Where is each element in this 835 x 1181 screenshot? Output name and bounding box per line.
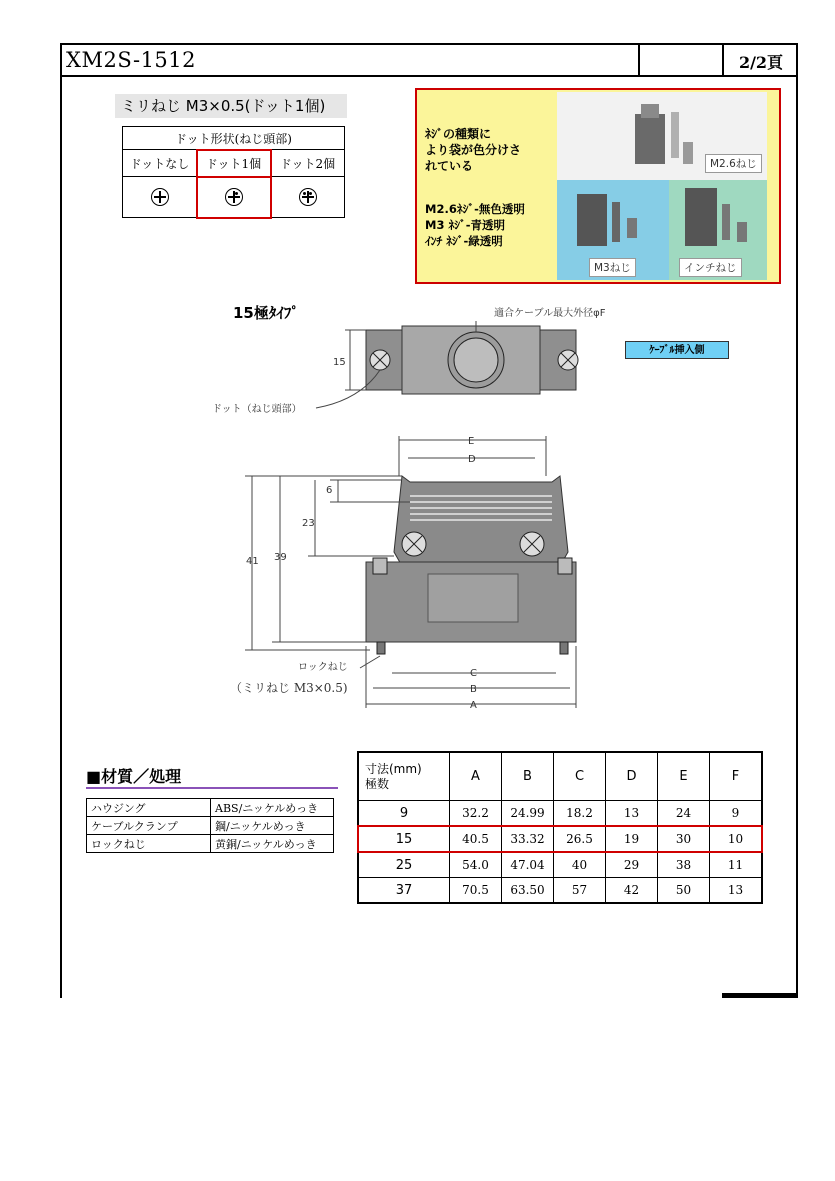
dim-cell: 54.0	[450, 852, 502, 878]
dim-cell: 24	[658, 801, 710, 827]
material-part: ロックねじ	[87, 835, 211, 853]
dim-15: 15	[333, 357, 346, 368]
dim-cell: 13	[606, 801, 658, 827]
page-number: 2/2頁	[738, 53, 784, 72]
dot-shape-table	[122, 126, 345, 218]
cable-insert-side-tag: ｹｰﾌﾞﾙ挿入側	[625, 341, 729, 359]
table-row	[358, 801, 762, 827]
cable-od-label: 適合ケーブル最大外径φF	[494, 308, 606, 319]
dim-cell: 63.50	[502, 878, 554, 904]
materials-table	[86, 798, 334, 853]
table-row	[358, 878, 762, 904]
dot-one-cell	[197, 177, 271, 218]
dim-cell: 50	[658, 878, 710, 904]
dim-cell: 42	[606, 878, 658, 904]
dim-cell: 33.32	[502, 826, 554, 852]
materials-heading-rule	[86, 787, 338, 789]
dot-option-none: ドットなし	[123, 150, 197, 177]
material-spec: 鋼/ニッケルめっき	[211, 817, 334, 835]
material-spec: ABS/ニッケルめっき	[211, 799, 334, 817]
screw-bag-photo	[557, 92, 767, 280]
dim-E: E	[468, 436, 475, 447]
pole-count: 9	[358, 801, 450, 827]
lock-screw-label: ロックねじ	[298, 662, 348, 673]
material-part: ハウジング	[87, 799, 211, 817]
dim-B: B	[470, 684, 477, 695]
header-divider	[638, 43, 640, 77]
dim-cell: 32.2	[450, 801, 502, 827]
dim-cell: 19	[606, 826, 658, 852]
column-header-A: A	[450, 752, 502, 801]
dim-cell: 40.5	[450, 826, 502, 852]
dim-cell: 47.04	[502, 852, 554, 878]
column-header-F: F	[710, 752, 763, 801]
dim-cell: 38	[658, 852, 710, 878]
frame-left-border	[60, 43, 62, 998]
dimension-corner-header: 寸法(mm) 極数	[358, 752, 450, 801]
dim-cell: 26.5	[554, 826, 606, 852]
dim-cell: 30	[658, 826, 710, 852]
header-divider	[722, 43, 724, 77]
bag-color-list: M2.6ﾈｼﾞ-無色透明 M3 ﾈｼﾞ-青透明 ｲﾝﾁ ﾈｼﾞ-緑透明	[425, 202, 525, 248]
type-title: 15極ﾀｲﾌﾟ	[233, 304, 299, 322]
bag-color-note: ﾈｼﾞの種類に より袋が色分けさ れている	[425, 127, 522, 173]
document-code: XM2S-1512	[66, 48, 197, 72]
material-spec: 黄銅/ニッケルめっき	[211, 835, 334, 853]
screw-spec-title: ミリねじ M3×0.5(ドット1個)	[115, 94, 347, 118]
table-row	[87, 817, 334, 835]
pole-count: 15	[358, 826, 450, 852]
column-header-D: D	[606, 752, 658, 801]
dot-label: ドット（ねじ頭部）	[212, 404, 302, 415]
frame-right-border	[796, 43, 798, 998]
dim-cell: 9	[710, 801, 763, 827]
dim-cell: 13	[710, 878, 763, 904]
column-header-E: E	[658, 752, 710, 801]
dim-C: C	[470, 668, 477, 679]
dim-41: 41	[246, 556, 259, 567]
dim-A: A	[470, 700, 477, 711]
dim-cell: 11	[710, 852, 763, 878]
dim-cell: 57	[554, 878, 606, 904]
dim-cell: 29	[606, 852, 658, 878]
bottom-rule	[722, 993, 798, 998]
dot-two-cell	[271, 177, 345, 218]
materials-heading: ■材質／処理	[86, 767, 182, 786]
table-row	[87, 835, 334, 853]
column-header-B: B	[502, 752, 554, 801]
dim-cell: 10	[710, 826, 763, 852]
dim-D: D	[468, 454, 476, 465]
dim-cell: 40	[554, 852, 606, 878]
column-header-C: C	[554, 752, 606, 801]
dot-option-two: ドット2個	[271, 150, 345, 177]
connector-hood-drawing	[170, 290, 610, 740]
screw-head-two-dot-icon	[299, 188, 317, 206]
dot-shape-header: ドット形状(ねじ頭部)	[123, 127, 345, 150]
dim-39: 39	[274, 552, 287, 563]
screw-head-one-dot-icon	[225, 188, 243, 206]
label-m26-screw: M2.6ねじ	[705, 154, 762, 173]
dot-none-cell	[123, 177, 197, 218]
label-inch-screw: インチねじ	[679, 258, 742, 277]
pole-count: 25	[358, 852, 450, 878]
table-row	[358, 852, 762, 878]
dim-cell: 24.99	[502, 801, 554, 827]
photo-illustration	[557, 92, 767, 280]
table-row-selected	[358, 826, 762, 852]
table-row	[87, 799, 334, 817]
dim-cell: 18.2	[554, 801, 606, 827]
pole-count: 37	[358, 878, 450, 904]
material-part: ケーブルクランプ	[87, 817, 211, 835]
dot-option-one: ドット1個	[197, 150, 271, 177]
lock-screw-spec: （ミリねじ M3×0.5)	[230, 681, 348, 695]
dim-23: 23	[302, 518, 315, 529]
screw-head-icon	[151, 188, 169, 206]
label-m3-screw: M3ねじ	[589, 258, 636, 277]
dimension-table	[357, 751, 763, 904]
dim-6: 6	[326, 485, 333, 496]
dim-cell: 70.5	[450, 878, 502, 904]
